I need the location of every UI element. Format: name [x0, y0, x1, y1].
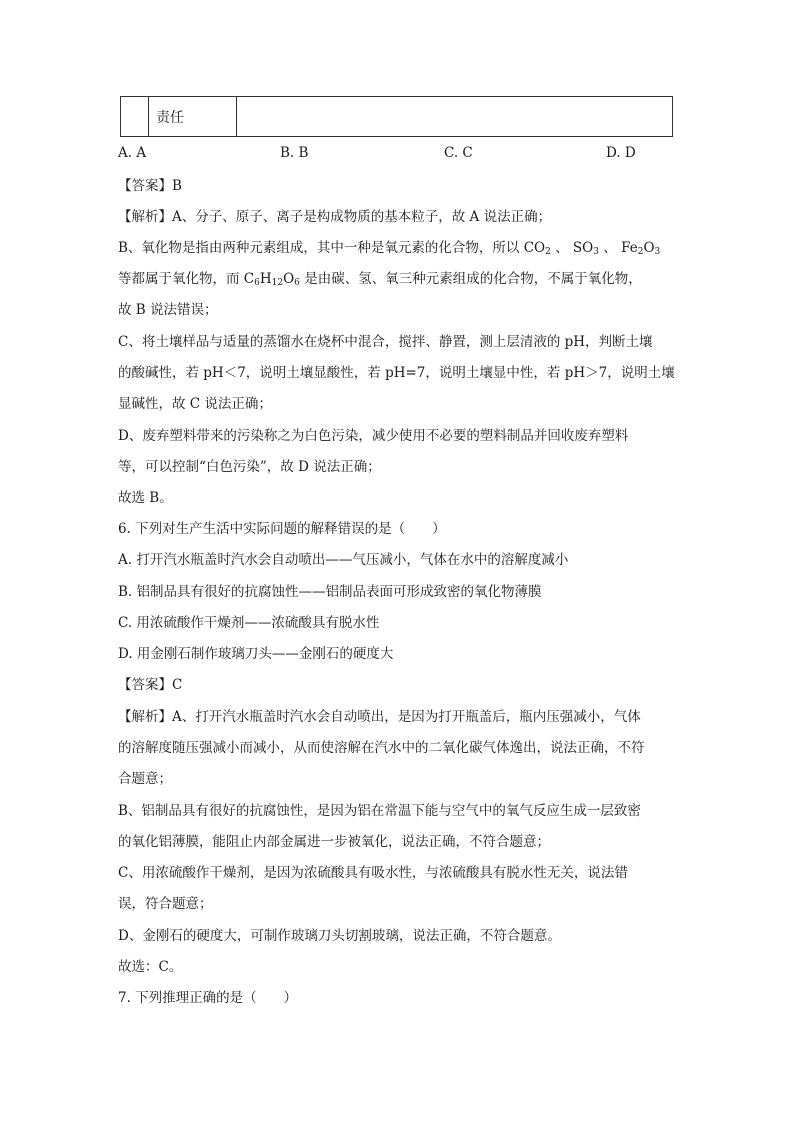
q6-analysis-c-line2: 误，符合题意；: [118, 896, 213, 912]
q6-option-c: C. 用浓硫酸作干燥剂——浓硫酸具有脱水性: [118, 615, 380, 631]
q6-option-a: A. 打开汽水瓶盖时汽水会自动喷出——气压减小，气体在水中的溶解度减小: [118, 552, 569, 568]
q6-analysis-c-line1: C、用浓硫酸作干燥剂，是因为浓硫酸具有吸水性，与浓硫酸具有脱水性无关，说法错: [118, 865, 628, 881]
q6-conclusion: 故选：C。: [118, 959, 183, 975]
q5-conclusion: 故选 B。: [118, 490, 173, 506]
q7-question: 7. 下列推理正确的是（ ）: [118, 990, 298, 1006]
q5-analysis-a: 【解析】A、分子、原子、离子是构成物质的基本粒子，故 A 说法正确；: [118, 209, 552, 225]
q5-analysis-b-line1: B、氧化物是指由两种元素组成，其中一种是氧元素的化合物，所以 $CO_2$ 、 $SO_3$ 、 $Fe_2O_3$: [118, 240, 661, 257]
q5-options: [118, 145, 678, 165]
q6-analysis-a-line1: 【解析】A、打开汽水瓶盖时汽水会自动喷出，是因为打开瓶盖后，瓶内压强减小，气体: [118, 709, 641, 725]
q6-analysis-b-line2: 的氧化铝薄膜，能阻止内部金属进一步被氧化，说法正确，不符合题意；: [118, 834, 550, 850]
q5-analysis-c-line2: 的酸碱性，若 pH＜7，说明土壤显酸性，若 pH=7，说明土壤显中性，若 pH＞7，说明土壤: [118, 365, 675, 381]
q6-question: 6. 下列对生产生活中实际问题的解释错误的是（ ）: [118, 521, 446, 537]
q5-option-d: D. D: [606, 145, 636, 161]
q6-analysis-d: D、金刚石的硬度大，可制作玻璃刀头切割玻璃，说法正确，不符合题意。: [118, 928, 561, 944]
q5-option-c: C. C: [444, 145, 473, 161]
q6-analysis-b-line1: B、铝制品具有很好的抗腐蚀性，是因为铝在常温下能与空气中的氧气反应生成一层致密: [118, 803, 641, 819]
q5-analysis-d-line2: 等，可以控制“白色污染”，故 D 说法正确；: [118, 459, 381, 475]
q6-answer: 【答案】C: [118, 677, 183, 693]
q5-answer: 【答案】B: [118, 178, 182, 194]
q6-analysis-a-line3: 合题意；: [118, 771, 172, 787]
q6-option-b: B. 铝制品具有很好的抗腐蚀性——铝制品表面可形成致密的氧化物薄膜: [118, 584, 542, 600]
q5-analysis-c-line3: 显碱性，故 C 说法正确；: [118, 396, 272, 412]
q5-option-a: A. A: [118, 145, 147, 161]
q6-option-d: D. 用金刚石制作玻璃刀头——金刚石的硬度大: [118, 646, 394, 662]
table-cell-label: 责任: [149, 97, 237, 136]
answer-table-fragment: [120, 96, 673, 137]
q5-analysis-b-line2: 等都属于氧化物，而 $C_6H_{12}O_6$ 是由碳、氢、氧三种元素组成的化合物，不属于氧化物，: [118, 271, 642, 288]
table-cell-blank: [121, 97, 149, 136]
q5-analysis-d-line1: D、废弃塑料带来的污染称之为白色污染，减少使用不必要的塑料制品并回收废弃塑料: [118, 428, 629, 444]
q6-analysis-a-line2: 的溶解度随压强减小而减小，从而使溶解在汽水中的二氧化碳气体逸出，说法正确，不符: [118, 740, 645, 756]
q5-option-b: B. B: [280, 145, 309, 161]
table-cell-empty: [237, 97, 672, 136]
q5-analysis-b-line3: 故 B 说法错误；: [118, 302, 218, 318]
q5-analysis-c-line1: C、将土壤样品与适量的蒸馏水在烧杯中混合，搅拌、静置，测上层清液的 pH，判断土壤: [118, 334, 653, 350]
